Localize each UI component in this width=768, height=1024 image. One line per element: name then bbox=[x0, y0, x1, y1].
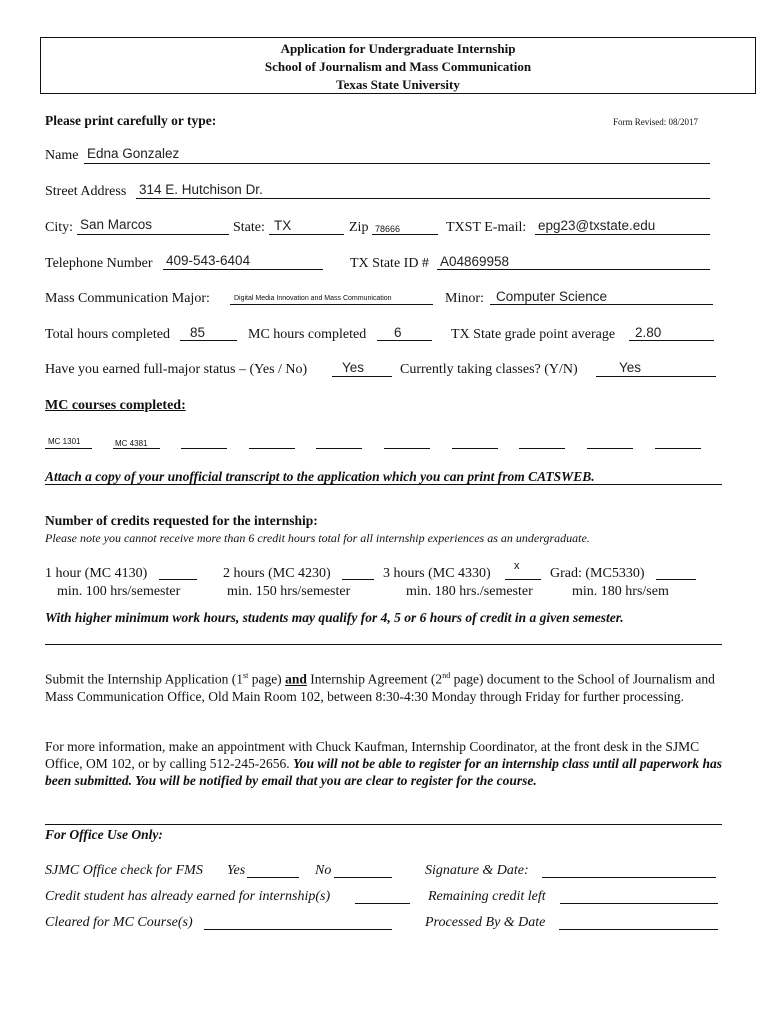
full-major-line[interactable] bbox=[332, 376, 392, 377]
form-title: Application for Undergraduate Internship bbox=[280, 41, 516, 56]
mc-course-1[interactable]: MC 1301 bbox=[48, 437, 81, 446]
taking-classes-line[interactable] bbox=[596, 376, 716, 377]
city-label: City: bbox=[45, 220, 74, 235]
cleared-course-label: Cleared for MC Course(s) bbox=[45, 915, 193, 930]
credit-option-2-line[interactable] bbox=[342, 579, 374, 580]
min-hours-3: min. 180 hrs./semester bbox=[406, 584, 533, 599]
gpa-value[interactable]: 2.80 bbox=[635, 325, 662, 340]
full-major-value[interactable]: Yes bbox=[342, 360, 365, 375]
street-value[interactable]: 314 E. Hutchison Dr. bbox=[139, 182, 263, 197]
remaining-credit-label: Remaining credit left bbox=[428, 889, 546, 904]
submit-text-a: Submit the Internship Application (1 bbox=[45, 671, 243, 687]
name-line[interactable] bbox=[84, 163, 710, 164]
processed-by-label: Processed By & Date bbox=[425, 915, 546, 930]
state-line[interactable] bbox=[269, 234, 344, 235]
zip-value[interactable]: 78666 bbox=[375, 224, 401, 234]
credit-option-1-line[interactable] bbox=[159, 579, 197, 580]
submit-text-d: page) document to the School of Journalism and Mass Communication Office, Old Main Room 102, between 8:30-4:30 Monday through Friday for further processing. bbox=[45, 671, 715, 704]
min-hours-2: min. 150 hrs/semester bbox=[227, 584, 351, 599]
total-hours-line[interactable] bbox=[180, 340, 237, 341]
taking-classes-value[interactable]: Yes bbox=[619, 360, 642, 375]
processed-by-line[interactable] bbox=[559, 929, 718, 930]
email-line[interactable] bbox=[535, 234, 710, 235]
mc-course-line-7[interactable] bbox=[452, 448, 498, 449]
major-line[interactable] bbox=[230, 304, 433, 305]
more-info-text: For more information, make an appointment with Chuck Kaufman, Internship Coordinator, at the front desk in the SJMC Office, OM 102, or by calling 512-245-2656. bbox=[45, 739, 700, 771]
fms-no-line[interactable] bbox=[334, 877, 392, 878]
signature-date-line[interactable] bbox=[542, 877, 716, 878]
state-label: State: bbox=[233, 220, 265, 235]
phone-line[interactable] bbox=[163, 269, 323, 270]
city-line[interactable] bbox=[77, 234, 229, 235]
name-value[interactable]: Edna Gonzalez bbox=[87, 146, 180, 161]
credit-option-4-line[interactable] bbox=[656, 579, 696, 580]
mc-course-line-2[interactable] bbox=[113, 448, 160, 449]
min-hours-4: min. 180 hrs/sem bbox=[572, 584, 669, 599]
mc-course-line-8[interactable] bbox=[519, 448, 565, 449]
mc-courses-heading: MC courses completed: bbox=[45, 398, 186, 413]
total-hours-label: Total hours completed bbox=[45, 327, 170, 342]
major-value[interactable]: Digital Media Innovation and Mass Communication bbox=[234, 295, 392, 302]
name-label: Name bbox=[45, 148, 79, 163]
minor-label: Minor: bbox=[445, 291, 484, 306]
office-use-heading: For Office Use Only: bbox=[45, 827, 163, 842]
mc-course-line-1[interactable] bbox=[45, 448, 92, 449]
minor-value[interactable]: Computer Science bbox=[496, 289, 608, 304]
mc-course-line-5[interactable] bbox=[316, 448, 362, 449]
mc-course-line-3[interactable] bbox=[181, 448, 227, 449]
credit-earned-line[interactable] bbox=[355, 903, 410, 904]
credit-option-3: 3 hours (MC 4330) bbox=[383, 566, 491, 581]
mc-hours-value[interactable]: 6 bbox=[394, 325, 402, 340]
submit-sup-st: st bbox=[242, 671, 249, 680]
form-header-box bbox=[40, 37, 756, 94]
txid-value[interactable]: A04869958 bbox=[440, 254, 510, 269]
school-name: School of Journalism and Mass Communication bbox=[264, 59, 532, 74]
gpa-label: TX State grade point average bbox=[451, 327, 616, 342]
taking-classes-label: Currently taking classes? (Y/N) bbox=[400, 362, 578, 377]
submit-sup-nd: nd bbox=[442, 671, 451, 680]
more-info-emphasis: You will not be able to register for an internship class until all paperwork has been submitted. You will be notified by email that you are clear to register for the course. bbox=[45, 756, 723, 788]
higher-hours-note: With higher minimum work hours, students may qualify for 4, 5 or 6 hours of credit in a given semester. bbox=[45, 610, 624, 625]
credit-earned-label: Credit student has already earned for internship(s) bbox=[45, 889, 331, 904]
min-hours-1: min. 100 hrs/semester bbox=[57, 584, 181, 599]
total-hours-value[interactable]: 85 bbox=[190, 325, 206, 340]
major-label: Mass Communication Major: bbox=[45, 291, 210, 306]
fms-no-label: No bbox=[315, 863, 332, 878]
remaining-credit-line[interactable] bbox=[560, 903, 718, 904]
credit-option-1: 1 hour (MC 4130) bbox=[45, 566, 148, 581]
mc-course-line-4[interactable] bbox=[249, 448, 295, 449]
full-major-label: Have you earned full-major status – (Yes / No) bbox=[45, 362, 308, 377]
gpa-line[interactable] bbox=[629, 340, 714, 341]
submit-text-b: page) bbox=[248, 671, 286, 687]
mc-course-line-6[interactable] bbox=[384, 448, 430, 449]
credits-note: Please note you cannot receive more than 6 credit hours total for all internship experiences as an undergraduate. bbox=[45, 531, 590, 545]
transcript-note: Attach a copy of your unofficial transcript to the application which you can print from CATSWEB. bbox=[45, 469, 595, 484]
university-name: Texas State University bbox=[336, 77, 460, 92]
mc-hours-line[interactable] bbox=[377, 340, 432, 341]
instructions: Please print carefully or type: bbox=[45, 113, 217, 128]
fms-check-label: SJMC Office check for FMS bbox=[45, 863, 203, 878]
mc-course-2[interactable]: MC 4381 bbox=[115, 439, 148, 448]
submit-and: and bbox=[285, 671, 307, 687]
credits-heading: Number of credits requested for the internship: bbox=[45, 513, 318, 528]
more-info-paragraph bbox=[45, 738, 735, 789]
cleared-course-line[interactable] bbox=[204, 929, 392, 930]
mc-hours-label: MC hours completed bbox=[248, 327, 367, 342]
txid-line[interactable] bbox=[437, 269, 710, 270]
mc-course-line-10[interactable] bbox=[655, 448, 701, 449]
submit-text-c: Internship Agreement (2 bbox=[306, 671, 443, 687]
mc-course-line-9[interactable] bbox=[587, 448, 633, 449]
transcript-underline bbox=[45, 484, 722, 485]
credit-option-4: Grad: (MC5330) bbox=[550, 566, 645, 581]
email-label: TXST E-mail: bbox=[446, 220, 527, 235]
credit-option-2: 2 hours (MC 4230) bbox=[223, 566, 331, 581]
section-divider-2 bbox=[45, 824, 722, 825]
email-value[interactable]: epg23@txstate.edu bbox=[538, 218, 656, 233]
submit-paragraph bbox=[45, 667, 735, 705]
form-revised: Form Revised: 08/2017 bbox=[613, 117, 698, 127]
txid-label: TX State ID # bbox=[350, 256, 429, 271]
section-divider-1 bbox=[45, 644, 722, 645]
state-value[interactable]: TX bbox=[274, 218, 292, 233]
signature-date-label: Signature & Date: bbox=[425, 863, 529, 878]
city-value[interactable]: San Marcos bbox=[80, 217, 153, 232]
credit-option-3-line[interactable] bbox=[505, 579, 541, 580]
phone-value[interactable]: 409-543-6404 bbox=[166, 253, 251, 268]
zip-line[interactable] bbox=[372, 234, 438, 235]
fms-yes-label: Yes bbox=[227, 863, 246, 878]
zip-label: Zip bbox=[349, 220, 369, 235]
phone-label: Telephone Number bbox=[45, 256, 153, 271]
street-line[interactable] bbox=[136, 198, 710, 199]
street-label: Street Address bbox=[45, 184, 127, 199]
fms-yes-line[interactable] bbox=[247, 877, 299, 878]
minor-line[interactable] bbox=[490, 304, 713, 305]
credit-option-3-mark[interactable]: x bbox=[514, 560, 520, 572]
